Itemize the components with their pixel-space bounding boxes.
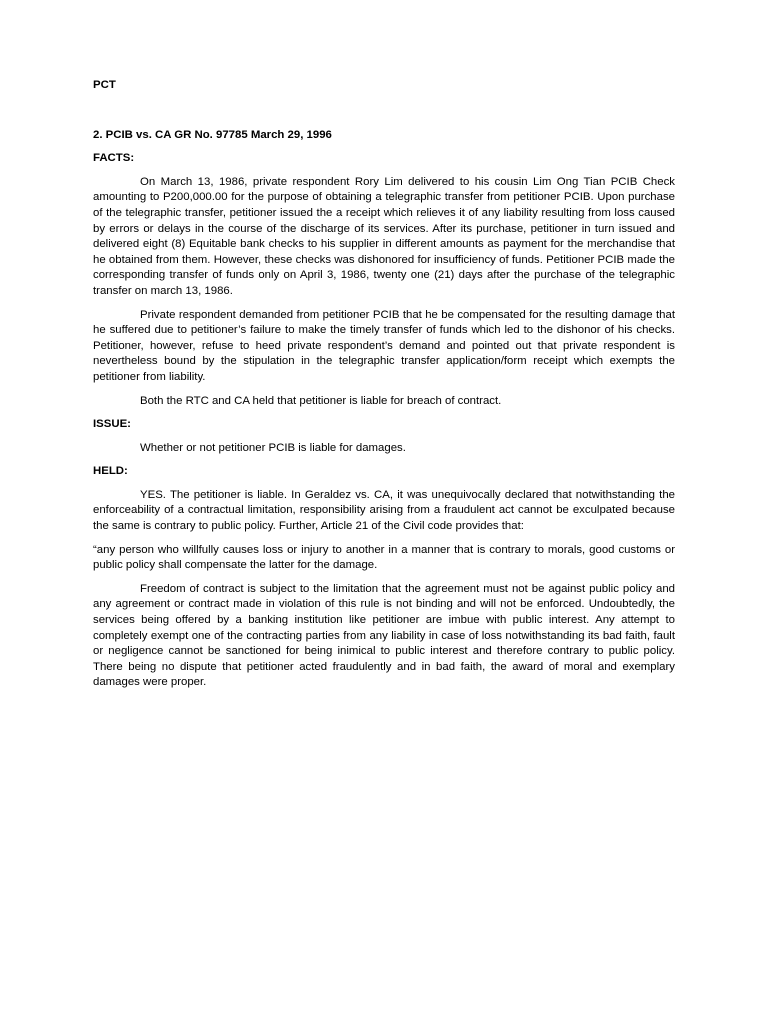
held-heading: HELD: xyxy=(93,465,128,478)
facts-paragraph: Private respondent demanded from petitioner PCIB that he be compensated for the resulting damage that he suffered due to petitioner’s failure to make the timely transfer of funds which led to the dishonor of his checks. Petitioner, however, refuse to heed private respondent’s demand and pointed out that private respondent is nevertheless bound by the stipulation in the telegraphic transfer application/form receipt which exempts the petitioner from liability. xyxy=(93,308,675,383)
held-quote: “any person who willfully causes loss or injury to another in a manner that is contrary to morals, good customs or public policy shall compensate the latter for the damage. xyxy=(93,543,675,572)
issue-paragraph: Whether or not petitioner PCIB is liable for damages. xyxy=(140,441,406,454)
held-paragraph: Freedom of contract is subject to the limitation that the agreement must not be against public policy and any agreement or contract made in violation of this rule is not binding and will not be enforced. Undoubtedly, the services being offered by a banking institution like petitioner are imbue with public interest. Any attempt to completely exempt one of the contracting parties from any liability in case of loss notwithstanding its bad faith, fault or negligence cannot be sanctioned for being inimical to public interest and therefore contrary to public policy. There being no dispute that petitioner acted fraudulently and in bad faith, the award of moral and exemplary damages were proper. xyxy=(93,582,675,689)
issue-heading: ISSUE: xyxy=(93,418,131,431)
held-paragraph: YES. The petitioner is liable. In Geraldez vs. CA, it was unequivocally declared that notwithstanding the enforceability of a contractual limitation, responsibility arising from a fraudulent act cannot be exculpated because the same is contrary to public policy. Further, Article 21 of the Civil code provides that: xyxy=(93,488,675,533)
case-title: 2. PCIB vs. CA GR No. 97785 March 29, 1996 xyxy=(93,128,332,141)
facts-paragraph: Both the RTC and CA held that petitioner is liable for breach of contract. xyxy=(140,394,502,407)
facts-paragraph: On March 13, 1986, private respondent Rory Lim delivered to his cousin Lim Ong Tian PCIB Check amounting to P200,000.00 for the purpose of obtaining a telegraphic transfer from petitioner PCIB. Upon purchase of the telegraphic transfer, petitioner issued the a receipt which relieves it of any liability resulting from loss caused by errors or delays in the course of the discharge of its services. After its purchase, petitioner in turn issued and delivered eight (8) Equitable bank checks to his supplier in different amounts as payment for the merchandise that he obtained from them. However, these checks was dishonored for insufficiency of funds. Petitioner PCIB made the corresponding transfer of funds only on April 3, 1986, twenty one (21) days after the purchase of the telegraphic transfer on march 13, 1986. xyxy=(93,175,675,297)
facts-heading: FACTS: xyxy=(93,152,135,165)
document-body xyxy=(93,78,675,691)
document-header: PCT xyxy=(93,79,116,91)
